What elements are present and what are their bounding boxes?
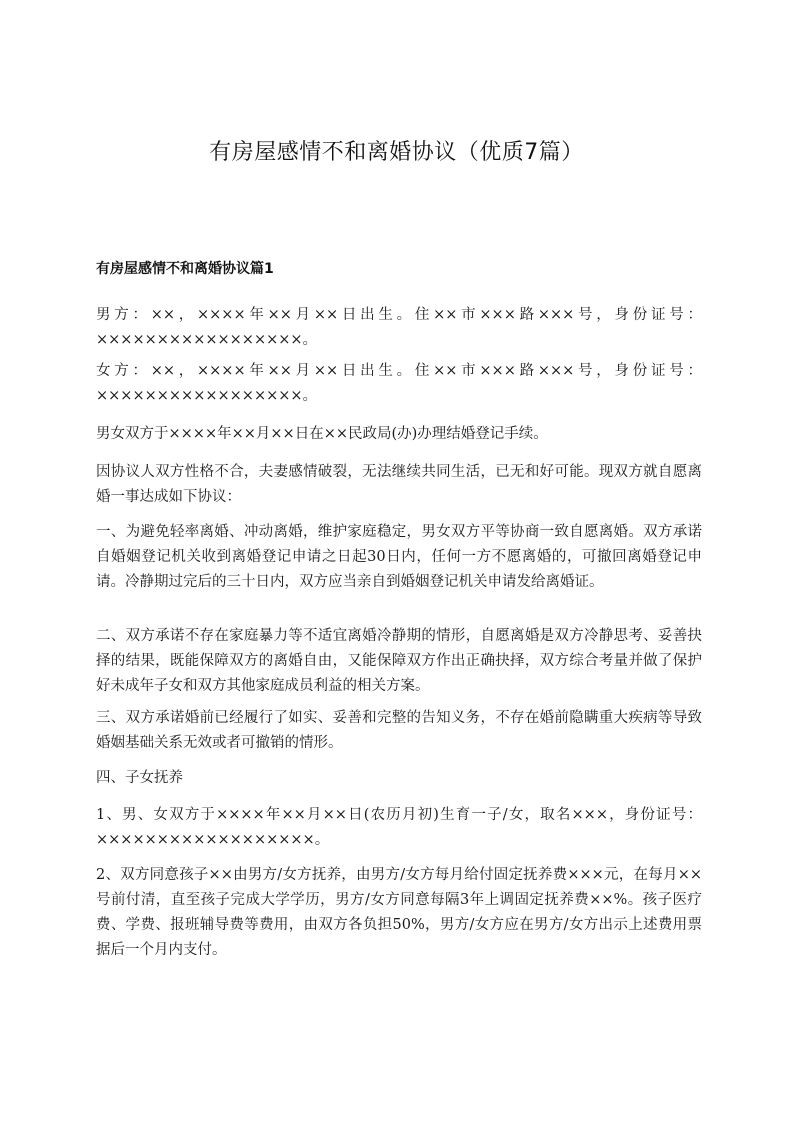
paragraph-clause-four-heading: 四、子女抚养 [96,770,183,786]
paragraph-clause-three: 三、双方承诺婚前已经履行了如实、妥善和完整的告知义务，不存在婚前隐瞒重大疾病等导致婚姻基础关系无效或者可撤销的情形。 [96,710,702,751]
paragraph-female-party: 女方：××，××××年××月××日出生。住××市×××路×××号，身份证号：×××××××××××××××××。 [96,363,702,404]
paragraph-male-party: 男方：××，××××年××月××日出生。住××市×××路×××号，身份证号：×××××××××××××××××。 [96,307,702,348]
paragraph-child-info: 1、男、女双方于××××年××月××日(农历月初)生育一子/女，取名×××，身份证号：××××××××××××××××××。 [96,807,702,848]
paragraph-clause-two: 二、双方承诺不存在家庭暴力等不适宜离婚冷静期的情形，自愿离婚是双方冷静思考、妥善抉择的结果，既能保障双方的离婚自由，又能保障双方作出正确抉择，双方综合考量并做了保护好未成年子女和双方其他家庭成员利益的相关方案。 [96,628,702,694]
document-title: 有房屋感情不和离婚协议（优质7篇） [209,140,584,165]
paragraph-marriage-registration: 男女双方于××××年××月××日在××民政局(办)办理结婚登记手续。 [96,426,548,442]
section-heading: 有房屋感情不和离婚协议篇1 [96,261,274,277]
paragraph-clause-one: 一、为避免轻率离婚、冲动离婚，维护家庭稳定，男女双方平等协商一致自愿离婚。双方承诺自婚姻登记机关收到离婚登记申请之日起30日内，任何一方不愿离婚的，可撤回离婚登记申请。冷静期过完后的三十日内，双方应当亲自到婚姻登记机关申请发给离婚证。 [96,524,702,590]
paragraph-child-support: 2、双方同意孩子××由男方/女方抚养，由男方/女方每月给付固定抚养费×××元，在每月××号前付清，直至孩子完成大学学历，男方/女方同意每隔3年上调固定抚养费××%。孩子医疗费、学费、报班辅导费等费用，由双方各负担50%，男方/女方应在男方/女方出示上述费用票据后一个月内支付。 [96,867,702,958]
paragraph-reason: 因协议人双方性格不合，夫妻感情破裂，无法继续共同生活，已无和好可能。现双方就自愿离婚一事达成如下协议： [96,464,702,505]
